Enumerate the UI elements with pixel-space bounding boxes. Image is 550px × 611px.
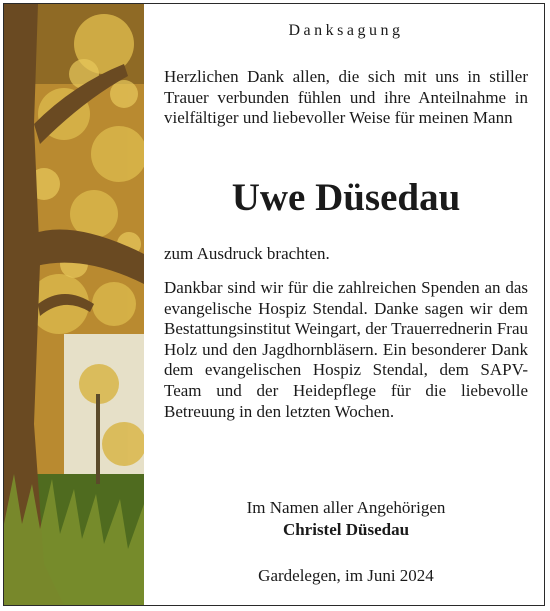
after-name-text: zum Ausdruck brachten. bbox=[164, 244, 330, 263]
notice-heading: Danksagung bbox=[288, 22, 404, 39]
deceased-name: Uwe Düsedau bbox=[231, 176, 461, 219]
tree-illustration bbox=[4, 4, 144, 605]
intro-paragraph: Herzlichen Dank allen, die sich mit uns in stiller Trauer verbunden fühlen und ihre Anteilnahme in vielfältiger und liebevoller Weise für meinen Mann bbox=[164, 67, 528, 128]
signer-name: Christel Düsedau bbox=[282, 520, 410, 539]
obituary-notice bbox=[3, 3, 545, 606]
notice-text bbox=[164, 4, 528, 605]
place-date: Gardelegen, im Juni 2024 bbox=[258, 566, 434, 585]
thanks-paragraph: Dankbar sind wir für die zahlreichen Spenden an das evangelische Hospiz Stendal. Danke sagen wir dem Bestattungsinstitut Weingart, der Trauerrednerin Frau Holz und den Jagdhornbläsern. Ein besonderer Dank dem evangelischen Hospiz Stendal, dem SAPV-Team und der Heidepflege für die liebevolle Betreuung in den letzten Wochen. bbox=[164, 278, 528, 421]
signoff-line: Im Namen aller Angehörigen bbox=[246, 498, 446, 517]
autumn-tree-photo bbox=[4, 4, 144, 605]
